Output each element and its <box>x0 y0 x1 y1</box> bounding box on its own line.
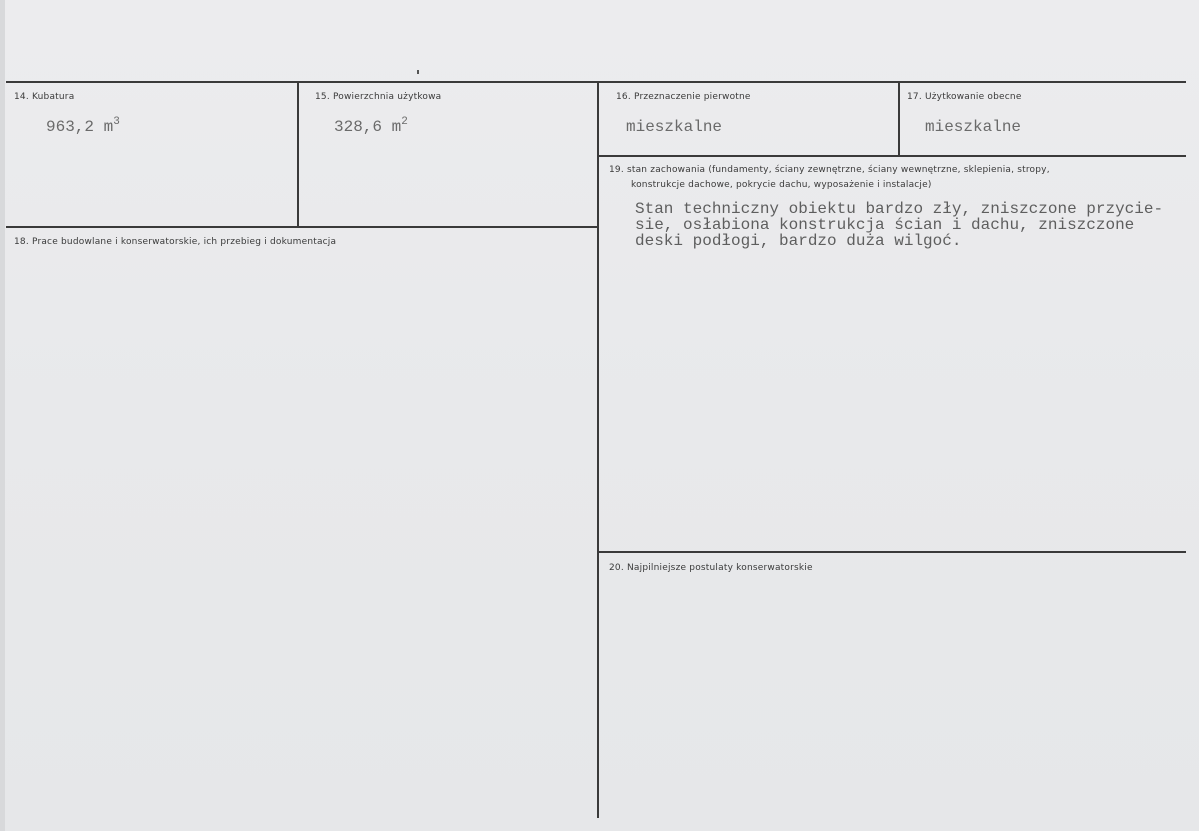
rule-above-20 <box>598 551 1186 553</box>
rule-above-18 <box>6 226 598 228</box>
field-19-text-line3: deski podłogi, bardzo duża wilgoć. <box>635 232 962 250</box>
main-vertical-divider <box>597 82 599 818</box>
field-19-label-line1: 19. stan zachowania (fundamenty, ściany zewnętrzne, ściany wewnętrzne, sklepienia, stropy, <box>609 165 1050 175</box>
field-19-text-line1: Stan techniczny obiektu bardzo zły, zniszczone przycie- <box>635 200 1164 218</box>
field-19-text-line2: sie, osłabiona konstrukcja ścian i dachu, zniszczone <box>635 216 1135 234</box>
divider-14-15 <box>297 82 299 228</box>
field-14-label: 14. Kubatura <box>14 92 75 102</box>
top-rule <box>6 81 1186 83</box>
field-15-unit-superscript: 2 <box>401 116 408 128</box>
field-18-label: 18. Prace budowlane i konserwatorskie, ich przebieg i dokumentacja <box>14 237 337 247</box>
field-15-value: 328,6 $m^2$ <box>334 116 408 136</box>
field-17-label: 17. Użytkowanie obecne <box>907 92 1022 102</box>
print-mark <box>417 70 419 74</box>
field-15-label: 15. Powierzchnia użytkowa <box>315 92 442 102</box>
card-edge <box>0 0 5 831</box>
field-14-value: 963,2 $m^3$ <box>46 116 120 136</box>
divider-16-17 <box>898 82 900 156</box>
field-16-value: mieszkalne <box>626 118 723 136</box>
field-16-label: 16. Przeznaczenie pierwotne <box>616 92 751 102</box>
field-20-label: 20. Najpilniejsze postulaty konserwatorskie <box>609 563 813 573</box>
rule-above-19 <box>598 155 1186 157</box>
field-14-unit-superscript: 3 <box>113 116 120 128</box>
field-19-label-line2: konstrukcje dachowe, pokrycie dachu, wyposażenie i instalacje) <box>631 180 932 190</box>
field-17-value: mieszkalne <box>925 118 1022 136</box>
